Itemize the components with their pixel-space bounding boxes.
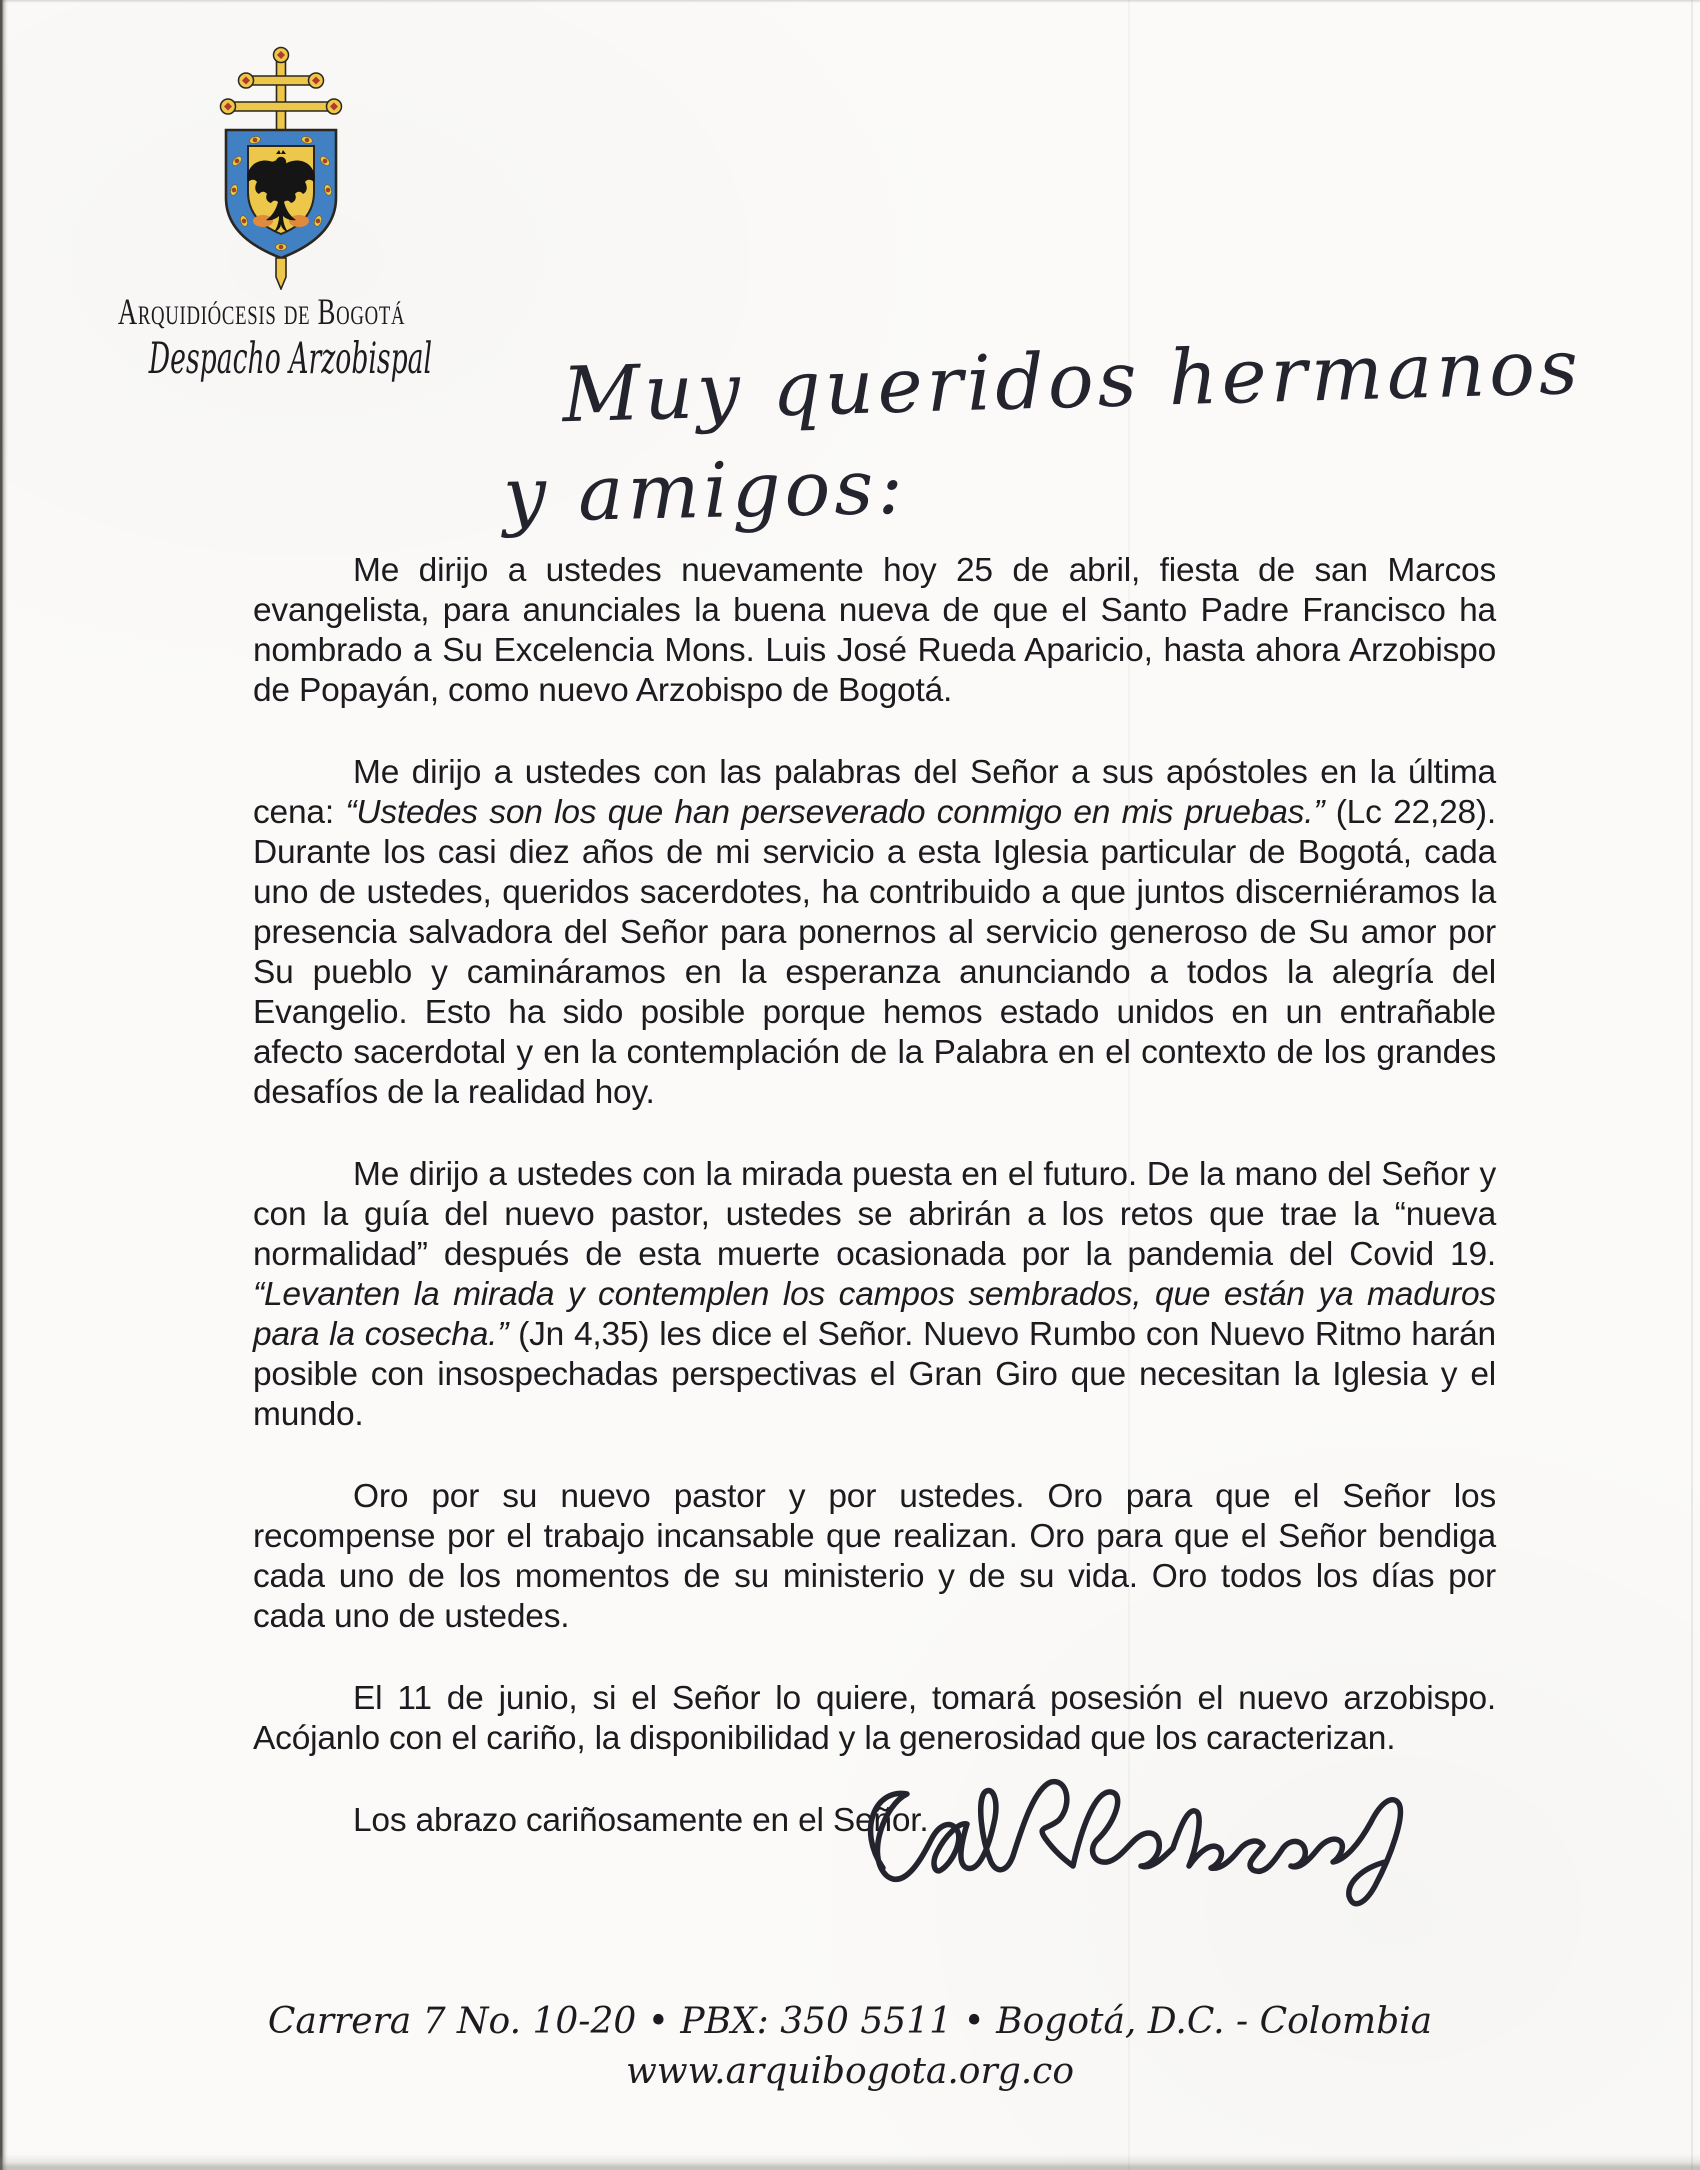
- office-name: [62, 334, 462, 384]
- greeting-handwriting-line-1: Muy queridos hermanos: [560, 321, 1584, 440]
- text-segment: El 11 de junio, si el Señor lo quiere, tomará posesión el nuevo arzobispo. Acójanlo con el cariño, la disponibilidad y la generosidad que los caracterizan.: [253, 1680, 1496, 1757]
- paragraph: [253, 551, 1496, 711]
- quote-segment: “Levanten la mirada y contemplen los campos sembrados, que están ya maduros para la cosecha.”: [253, 1276, 1496, 1353]
- office-name-text: Despacho Arzobispal: [148, 334, 433, 384]
- paragraph: [253, 1679, 1496, 1759]
- cross-knob: [221, 99, 236, 114]
- cross-knob: [309, 73, 324, 88]
- scan-edge-bottom: [0, 2154, 1700, 2170]
- sword-tip-icon: [276, 258, 286, 289]
- scan-edge-top: [0, 0, 1700, 3]
- quote-segment: “Ustedes son los que han perseverado conmigo en mis pruebas.”: [345, 794, 1325, 831]
- text-segment: (Lc 22,28). Durante los casi diez años de mi servicio a esta Iglesia particular de Bogotá, cada uno de ustedes, queridos sacerdotes, ha contribuido a que juntos discerniéramos la presencia salvadora del Señor para ponernos al servicio generoso de Su amor por Su pueblo y camináramos en la esperanza anunciando a todos la alegría del Evangelio. Esto ha sido posible porque hemos estado unidos en un entrañable afecto sacerdotal y en la contemplación de la Palabra en el contexto de los grandes desafíos de la realidad hoy.: [253, 794, 1496, 1111]
- archdiocese-crest-icon: [196, 40, 366, 290]
- paragraph: [253, 1155, 1496, 1435]
- organization-name-text: Arquidiócesis de Bogotá: [118, 292, 406, 333]
- cross-knob: [274, 48, 289, 63]
- text-segment: Me dirijo a ustedes con las palabras del Señor a sus apóstoles en la última cena:: [253, 754, 1496, 831]
- scan-edge-right: [1691, 0, 1693, 2170]
- text-segment: Oro por su nuevo pastor y por ustedes. Oro para que el Señor los recompense por el trabajo incansable que realizan. Oro para que el Señor bendiga cada uno de los momentos de su ministerio y de su vida. Oro todos los días por cada uno de ustedes.: [253, 1478, 1496, 1635]
- greeting-handwriting-line-2: y amigos:: [502, 441, 908, 540]
- footer-website: www.arquibogota.org.co: [625, 2051, 1075, 2092]
- paragraph: [253, 753, 1496, 1113]
- text-segment: (Jn 4,35) les dice el Señor. Nuevo Rumbo con Nuevo Ritmo harán posible con insospechadas perspectivas el Gran Giro que necesitan la Iglesia y el mundo.: [253, 1316, 1496, 1433]
- paragraph: [253, 1477, 1496, 1637]
- footer-address-line: Carrera 7 No. 10-20 • PBX: 350 5511 • Bogotá, D.C. - Colombia: [267, 2001, 1433, 2042]
- patriarchal-cross-icon: [221, 48, 342, 139]
- text-segment: Los abrazo cariñosamente en el Señor.: [353, 1802, 929, 1839]
- text-segment: Me dirijo a ustedes con la mirada puesta en el futuro. De la mano del Señor y con la guía del nuevo pastor, ustedes se abrirán a los retos que trae la “nueva normalidad” después de esta muerte ocasionada por la pandemia del Covid 19.: [253, 1156, 1496, 1273]
- cross-knob: [239, 73, 254, 88]
- signature-handwriting: [835, 1760, 1525, 1935]
- organization-name: [62, 291, 462, 334]
- scan-edge-left: [0, 0, 8, 2170]
- body-paragraphs: [253, 551, 1496, 1883]
- text-segment: Me dirijo a ustedes nuevamente hoy 25 de abril, fiesta de san Marcos evangelista, para anunciales la buena nueva de que el Santo Padre Francisco ha nombrado a Su Excelencia Mons. Luis José Rueda Aparicio, hasta ahora Arzobispo de Popayán, como nuevo Arzobispo de Bogotá.: [253, 552, 1496, 709]
- cross-knob: [327, 99, 342, 114]
